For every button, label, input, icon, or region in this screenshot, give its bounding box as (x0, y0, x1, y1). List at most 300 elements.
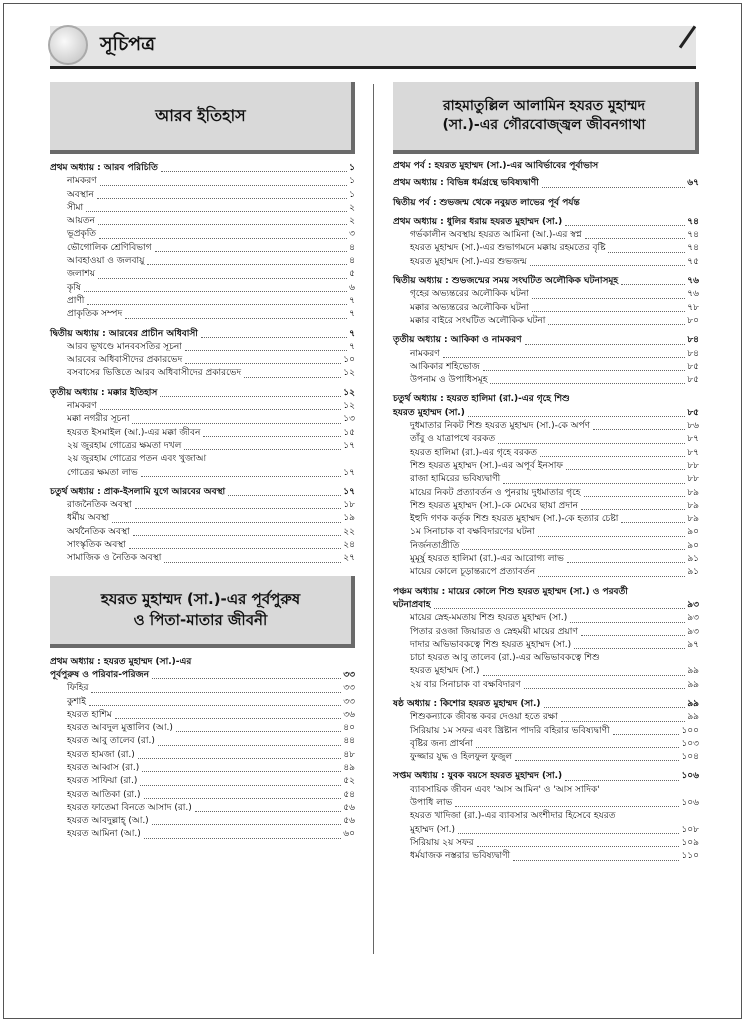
toc-item[interactable] (393, 837, 699, 850)
item-label: হযরত ফাতেমা বিনতে আসাদ (রা.) (67, 802, 192, 813)
part-title: প্রথম পর্ব : হযরত মুহাম্মদ (সা.)-এর আবির্ভাবের পূর্বাভাস (393, 161, 599, 171)
item-label: হযরত আবদুল মুত্তালিব (আ.) (67, 723, 173, 734)
dot-leader (176, 731, 341, 732)
page-number: ৮৫ (687, 361, 699, 372)
page-number: ৭ (349, 341, 355, 352)
toc-item[interactable] (50, 308, 355, 321)
page-number: ২৪ (343, 540, 355, 551)
item-list (393, 288, 699, 328)
page-number: ৬০ (343, 829, 355, 840)
page-number: ৮০ (687, 315, 699, 326)
dot-leader (100, 185, 347, 186)
dot-leader (530, 265, 686, 266)
item-label: মায়ের নিকট প্রত্যাবর্তন ও পুনরায় দুধমাতার গৃহে (410, 487, 581, 498)
dot-leader (100, 409, 342, 410)
item-label: হযরত সাফিয়া (রা.) (67, 776, 138, 787)
toc-item[interactable] (393, 374, 699, 387)
toc-item[interactable] (393, 526, 699, 539)
item-label: উপনাম ও উপাধিসমূহ (410, 375, 488, 386)
page-number: ১০৬ (681, 771, 699, 782)
page-number: ১০৮ (681, 824, 699, 835)
page-number: ৩৩ (343, 669, 355, 680)
toc-item[interactable] (50, 189, 355, 202)
item-label: ধর্মযাজক নস্তরার ভবিষ্যদ্বাণী (410, 851, 511, 862)
toc-item[interactable] (50, 413, 355, 426)
toc-item[interactable] (50, 539, 355, 552)
toc-item[interactable] (50, 228, 355, 241)
page-number: ৪০ (343, 723, 355, 734)
item-label: সীমা (67, 202, 84, 213)
page-number: ৮৫ (687, 407, 699, 418)
toc-item[interactable] (50, 354, 355, 367)
dot-leader (98, 278, 347, 279)
chapter-title: তৃতীয় অধ্যায় : মক্কার ইতিহাস (50, 387, 158, 398)
toc-item[interactable] (393, 315, 699, 328)
left-column (50, 82, 355, 842)
page-number: ১৭ (343, 440, 355, 451)
toc-arab-history (50, 162, 355, 566)
item-label: সাংস্কৃতিক অবস্থা (67, 540, 126, 551)
chapter-title: চতুর্থ অধ্যায় : প্রাক-ইসলামি যুগে আরবের অবস্থা (50, 486, 226, 497)
toc-item[interactable] (393, 797, 699, 810)
toc-item[interactable] (393, 500, 699, 513)
item-label: বসবাসের ভিত্তিতে আরব অধিবাসীদের প্রকারভেদ (67, 368, 242, 379)
item-label: প্রাকৃতিক সম্পদ (67, 309, 123, 320)
toc-item[interactable] (50, 427, 355, 440)
item-label: ভৌগোলিক শ্রেণিবিভাগ (67, 242, 152, 253)
page-number: ৫৪ (343, 789, 355, 800)
dot-leader (84, 291, 347, 292)
page-number: ৫ (349, 269, 355, 280)
dot-leader (548, 324, 685, 325)
page-number: ১০৬ (681, 798, 699, 809)
toc-item-wrap-line: ব্যাবসায়িক জীবন এবং 'আস আমিন' ও 'আস সাদিক' (410, 784, 600, 795)
item-label: রাজা হামিরের ভবিষ্যদ্বাণী (410, 474, 501, 485)
toc-item[interactable] (393, 473, 699, 486)
dot-leader (613, 734, 680, 735)
toc-item[interactable] (393, 288, 699, 301)
item-label: হযরত মুহাম্মদ (সা.)-এর শুভাগমনে মক্কায় রহমতের বৃষ্টি (410, 243, 606, 254)
toc-item[interactable] (50, 815, 355, 828)
dot-leader (515, 760, 679, 761)
toc-item[interactable] (50, 512, 355, 525)
section-title-text: আরব ইতিহাস (155, 106, 246, 126)
dot-leader (164, 562, 341, 563)
page-number: ২ (349, 216, 355, 227)
item-label: আবহাওয়া ও জলবায়ু (67, 256, 145, 267)
page-number: ৯৯ (687, 679, 699, 690)
chapter-title: প্রথম অধ্যায় : আরব পরিচিতি (50, 163, 158, 173)
toc-item[interactable] (50, 709, 355, 722)
page-number: ৮৪ (687, 348, 699, 359)
toc-item[interactable] (393, 612, 699, 625)
toc-item[interactable] (393, 242, 699, 255)
dot-leader (584, 496, 686, 497)
item-label: হযরত মুহাম্মদ (সা.)-এর শুভজন্ম (410, 256, 527, 267)
dot-leader (532, 311, 685, 312)
dot-leader (158, 745, 341, 746)
dot-leader (203, 436, 341, 437)
item-label: হযরত হামজা (রা.) (67, 749, 135, 760)
toc-item[interactable] (50, 735, 355, 748)
chapter-row[interactable] (50, 162, 355, 175)
toc-item[interactable] (393, 566, 699, 579)
page-number: ১ (349, 163, 355, 173)
dot-leader (538, 536, 686, 537)
item-label: রাজনৈতিক অবস্থা (67, 500, 132, 511)
page-number: ৬৭ (687, 178, 699, 189)
toc-item[interactable] (393, 433, 699, 446)
toc-item[interactable] (50, 440, 355, 453)
item-label: ইহুদি গণক কর্তৃক শিশু হযরত মুহাম্মদ (সা.)-কে হত্যার চেষ্টা (410, 514, 619, 525)
toc-item[interactable] (393, 639, 699, 652)
item-label: নামকরণ (67, 176, 97, 187)
dot-leader (462, 549, 685, 550)
toc-prophet-life (393, 160, 699, 864)
dot-leader (91, 692, 341, 693)
section-title-ancestors (50, 576, 355, 648)
chapter-row[interactable] (393, 599, 699, 612)
page-number: ৭ (349, 295, 355, 306)
toc-item[interactable] (50, 552, 355, 565)
page-number: ১ (349, 189, 355, 200)
toc-item[interactable] (50, 802, 355, 815)
dot-leader (532, 298, 685, 299)
chapter-row[interactable] (393, 698, 699, 711)
toc-item-wrap-line: চাচা হযরত আবু তালেব (রা.)-এর অভিভাবকত্বে শিশু (410, 653, 600, 664)
page-number: ১৩ (343, 414, 355, 425)
chapter-row[interactable] (393, 275, 699, 288)
page-number: ১০০ (681, 725, 699, 736)
chapter-row[interactable] (393, 334, 699, 347)
toc-item[interactable] (50, 762, 355, 775)
dot-leader (566, 469, 685, 470)
page-number: ৫৬ (343, 816, 355, 827)
page-number: ২ (349, 202, 355, 213)
dot-leader (112, 522, 341, 523)
item-list (50, 682, 355, 842)
page-number: ৭৫ (687, 256, 699, 267)
chapter-row[interactable] (50, 486, 355, 499)
chapter-row[interactable] (50, 328, 355, 341)
page-number: ৯১ (687, 567, 699, 578)
item-label: সিরিয়ায় ১ম সফর এবং খ্রিষ্টান পাদরি বহিরার ভবিষ্যদ্বাণী (410, 725, 610, 736)
item-label: হযরত আবদুল্লাহ্ (আ.) (67, 816, 149, 827)
item-list (393, 837, 699, 864)
page-number: ৯১ (687, 554, 699, 565)
dot-leader (561, 721, 686, 722)
item-label: আকিকার শহিভোজ (410, 361, 480, 372)
page-number: ১২ (343, 401, 355, 412)
dot-leader (581, 509, 685, 510)
toc-item[interactable] (50, 775, 355, 788)
chapter-title: দ্বিতীয় অধ্যায় : আরবের প্রাচীন অধিবাসী (50, 328, 198, 339)
page-number: ৭৮ (687, 302, 699, 313)
toc-item[interactable] (393, 540, 699, 553)
toc-item[interactable] (50, 696, 355, 709)
chapter-row[interactable] (393, 177, 699, 190)
dot-leader (86, 211, 347, 212)
dot-leader (99, 238, 347, 239)
toc-item[interactable] (393, 850, 699, 863)
dot-leader (133, 535, 342, 536)
page-number: ৭৪ (687, 243, 699, 254)
page-number: ৪ (349, 242, 355, 253)
toc-item[interactable] (50, 255, 355, 268)
page-number: ১২ (343, 387, 355, 398)
page-number: ৩৬ (343, 709, 355, 720)
dot-leader (87, 304, 347, 305)
item-list (393, 612, 699, 652)
chapter-row[interactable] (393, 407, 699, 420)
chapter-row[interactable] (393, 770, 699, 783)
dot-leader (574, 648, 685, 649)
item-label: মক্কা নগরীর সূচনা (67, 414, 130, 425)
item-label: ফুজ্জার যুদ্ধ ও হিলফুল ফুজুল (410, 752, 513, 763)
toc-item[interactable] (50, 789, 355, 802)
toc-item[interactable] (393, 738, 699, 751)
chapter-title-line: পঞ্চম অধ্যায় : মায়ের কোলে শিশু হযরত মুহাম্মদ (সা.) ও পরবর্তী (393, 586, 628, 597)
page-number: ৮৯ (687, 487, 699, 498)
item-label: গৃহের অভ্যন্তরের অলৌকিক ঘটনা (410, 289, 529, 300)
dot-leader (135, 508, 342, 509)
toc-item[interactable] (50, 268, 355, 281)
page-number: ৮৮ (687, 460, 699, 471)
page-number: ৭ (349, 309, 355, 320)
dot-leader (570, 622, 685, 623)
toc-item[interactable] (393, 256, 699, 269)
page-number: ৮৪ (687, 335, 699, 346)
page-number: ৯৭ (687, 639, 699, 650)
page-number: ৪৮ (343, 749, 355, 760)
item-label: হযরত ইসমাইল (আ.)-এর মক্কা জীবন (67, 427, 201, 438)
toc-item[interactable] (50, 175, 355, 188)
dot-leader (155, 251, 348, 252)
dot-leader (138, 758, 342, 759)
page-number: ১৯ (343, 513, 355, 524)
page-number: ১৮ (343, 500, 355, 511)
toc-item[interactable] (393, 553, 699, 566)
toc-item[interactable] (50, 722, 355, 735)
item-list (50, 400, 355, 453)
item-list (50, 499, 355, 565)
page-number: ১০ (343, 355, 355, 366)
toc-item[interactable] (393, 679, 699, 692)
page-number: ১০৯ (681, 837, 699, 848)
toc-item-wrap-line: হযরত খাদিজা (রা.)-এর ব্যাবসার অংশীদার হিসেবে হযরত (410, 811, 616, 822)
page-number: ৮৯ (687, 500, 699, 511)
toc-item[interactable] (50, 202, 355, 215)
dot-leader (98, 224, 347, 225)
toc-item[interactable] (50, 242, 355, 255)
toc-item[interactable] (393, 361, 699, 374)
toc-item[interactable] (50, 282, 355, 295)
right-column (393, 82, 699, 864)
toc-item[interactable] (393, 229, 699, 242)
toc-item[interactable] (50, 341, 355, 354)
page-number: ৮৭ (687, 447, 699, 458)
header-circle-ornament (48, 25, 88, 65)
toc-item[interactable] (393, 725, 699, 738)
item-label: সামাজিক ও নৈতিক অবস্থা (67, 553, 162, 564)
dot-leader (97, 198, 347, 199)
chapter-title: হযরত মুহাম্মদ (সা.) (393, 407, 465, 418)
item-label: উপাধি লাভ (410, 798, 453, 809)
item-label: মক্কার অভ্যন্তরের অলৌকিক ঘটনা (410, 302, 529, 313)
chapter-row[interactable] (50, 669, 355, 682)
dot-leader (140, 785, 341, 786)
toc-item[interactable] (393, 447, 699, 460)
page-number: ৯০ (687, 527, 699, 538)
dot-leader (538, 576, 685, 577)
page-number: ৪৯ (343, 762, 355, 773)
page-number: ১২ (343, 368, 355, 379)
item-label: প্রাণী (67, 295, 85, 306)
page-number: ৭৪ (687, 216, 699, 227)
page-number: ১৭ (343, 486, 355, 497)
item-label: মায়ের কোলে চূড়ান্তরূপে প্রত্যাবর্তন (410, 567, 536, 578)
item-label: শিশু হযরত মুহাম্মদ (সা.)-কে মেঘের ছায়া প্রদান (410, 500, 578, 511)
dot-leader (144, 838, 342, 839)
item-list (50, 175, 355, 321)
page-number: ১০৩ (681, 738, 699, 749)
toc-item[interactable] (50, 400, 355, 413)
item-label: ধর্মীয় অবস্থা (67, 513, 110, 524)
toc-item[interactable] (393, 711, 699, 724)
item-label: হযরত মুহাম্মদ (সা.) (410, 666, 480, 677)
item-label: মুমূর্ষু হযরত হালিমা (রা.)-এর আরোগ্য লাভ (410, 554, 564, 565)
item-label: গর্ভকালীন অবস্থায় হযরত আমিনা (আ.)-এর স্বপ্ন (410, 230, 582, 241)
page-number: ২২ (343, 526, 355, 537)
page-number: ৮৫ (687, 375, 699, 386)
dot-leader (89, 705, 341, 706)
dot-leader (567, 562, 686, 563)
item-label: সিরিয়ায় ২য় সফর (410, 837, 474, 848)
page-number: ৭৬ (687, 289, 699, 300)
item-label: হযরত আমিনা (আ.) (67, 829, 141, 840)
item-label: শিশুকন্যাকে জীবন্ত কবর দেওয়া হতে রক্ষা (410, 712, 558, 723)
item-label: জলাশয় (67, 269, 95, 280)
toc-item[interactable] (393, 487, 699, 500)
toc-item[interactable] (393, 348, 699, 361)
part-title: দ্বিতীয় পর্ব : শুভজন্ম থেকে নবুয়ত লাভের পূর্ব পর্যন্ত (393, 197, 580, 208)
chapter-row[interactable] (393, 216, 699, 229)
page-number: ৩৩ (343, 683, 355, 694)
toc-item[interactable] (50, 682, 355, 695)
page-number: ৭৬ (687, 276, 699, 287)
toc-item[interactable] (393, 513, 699, 526)
item-label: দাদার অভিভাবকত্বে শিশু হযরত মুহাম্মদ (সা.) (410, 639, 572, 650)
page-number: ৯৯ (687, 712, 699, 723)
page-number: ৯০ (687, 540, 699, 551)
item-label: শিশু হযরত মুহাম্মদ (সা.)-এর অপূর্ব ইনসাফ (410, 460, 563, 471)
dot-leader (621, 522, 685, 523)
toc-item[interactable] (50, 499, 355, 512)
toc-item[interactable] (50, 828, 355, 841)
page-number: ৩৩ (343, 696, 355, 707)
chapter-title: পূর্বপুরুষ ও পরিবার-পরিজন (50, 669, 149, 680)
item-label: ২য় জুরহাম গোত্রের ক্ষমতা দখল (67, 440, 182, 451)
dot-leader (483, 370, 686, 371)
page-number: ৬ (349, 282, 355, 293)
page-number: ৮৬ (687, 421, 699, 432)
section-title-arab-history (50, 82, 355, 154)
section-title-prophet-life (393, 82, 699, 154)
dot-leader (115, 718, 342, 719)
chapter-title: প্রথম অধ্যায় : বিভিন্ন ধর্মগ্রন্থে ভবিষ্যদ্বাণী (393, 178, 539, 189)
toc-item[interactable] (393, 626, 699, 639)
item-label: কৃষি (67, 282, 81, 293)
toc-item[interactable] (393, 460, 699, 473)
dot-leader (129, 548, 342, 549)
toc-item[interactable] (50, 467, 355, 480)
page-number: ৩ (349, 229, 355, 240)
toc-item[interactable] (50, 215, 355, 228)
dot-leader (185, 363, 341, 364)
item-label: তাঁবু ও যাত্রাপথে বরকত (410, 434, 496, 445)
page-number: ৮৮ (687, 474, 699, 485)
dot-leader (185, 350, 347, 351)
part-row[interactable] (393, 197, 699, 210)
dot-leader (476, 747, 680, 748)
toc-item[interactable] (393, 824, 699, 837)
toc-item[interactable] (50, 367, 355, 380)
chapter-title: দ্বিতীয় অধ্যায় : শুভজন্মের সময় সংঘটিত অলৌকিক ঘটনাসমূহ (393, 276, 619, 287)
toc-item-wrap-line: ২য় জুরহাম গোত্রের পতন এবং খুজাআ (67, 454, 207, 465)
dot-leader (585, 238, 686, 239)
toc-item[interactable] (393, 302, 699, 315)
toc-item[interactable] (50, 526, 355, 539)
dot-leader (593, 429, 685, 430)
item-label: ভূপ্রকৃতি (67, 229, 97, 240)
page-number: ৮৭ (687, 434, 699, 445)
item-list (393, 229, 699, 269)
item-label: ফিহির (67, 683, 89, 694)
item-label: মক্কার বাইরে সংঘটিত অলৌকিক ঘটনা (410, 315, 546, 326)
item-label: হযরত হালিমা (রা.)-এর গৃহে বরকত (410, 447, 538, 458)
toc-item[interactable] (393, 665, 699, 678)
item-list (50, 341, 355, 381)
item-label: দুধমাতার নিকট শিশু হযরত মুহাম্মদ (সা.)-কে অর্পণ (410, 421, 590, 432)
dot-leader (513, 860, 679, 861)
toc-item[interactable] (393, 751, 699, 764)
toc-item[interactable] (50, 749, 355, 762)
page-number: ৯৯ (687, 698, 699, 709)
item-label: নামকরণ (410, 348, 440, 359)
dot-leader (540, 456, 685, 457)
chapter-title-line: চতুর্থ অধ্যায় : হযরত হালিমা (রা.)-এর গৃহে শিশু (393, 394, 570, 405)
chapter-row[interactable] (50, 387, 355, 400)
page-number: ৯৯ (687, 666, 699, 677)
dot-leader (608, 252, 685, 253)
section-title-line: (সা.)-এর গৌরবোজ্জ্বল জীবনগাথা (442, 117, 646, 133)
chapter-title: প্রথম অধ্যায় : ধুলির ধরায় হযরত মুহাম্মদ (সা.) (393, 216, 563, 227)
dot-leader (144, 798, 342, 799)
page-number: ১০৪ (681, 752, 699, 763)
dot-leader (147, 264, 347, 265)
part-row[interactable] (393, 160, 699, 173)
item-label: ২য় বার সিনাচাক বা বক্ষবিদারণ (410, 679, 521, 690)
dot-leader (490, 383, 685, 384)
chapter-title: তৃতীয় অধ্যায় : আকিকা ও নামকরণ (393, 335, 522, 346)
chapter-title: সপ্তম অধ্যায় : যুবক বয়সে হযরত মুহাম্মদ (সা.) (393, 771, 563, 782)
toc-item[interactable] (50, 295, 355, 308)
item-label: বৃষ্টির জন্য প্রার্থনা (410, 738, 473, 749)
dot-leader (581, 635, 686, 636)
item-label: গোত্রের ক্ষমতা লাভ (67, 467, 138, 478)
toc-item[interactable] (393, 420, 699, 433)
item-list (393, 348, 699, 388)
